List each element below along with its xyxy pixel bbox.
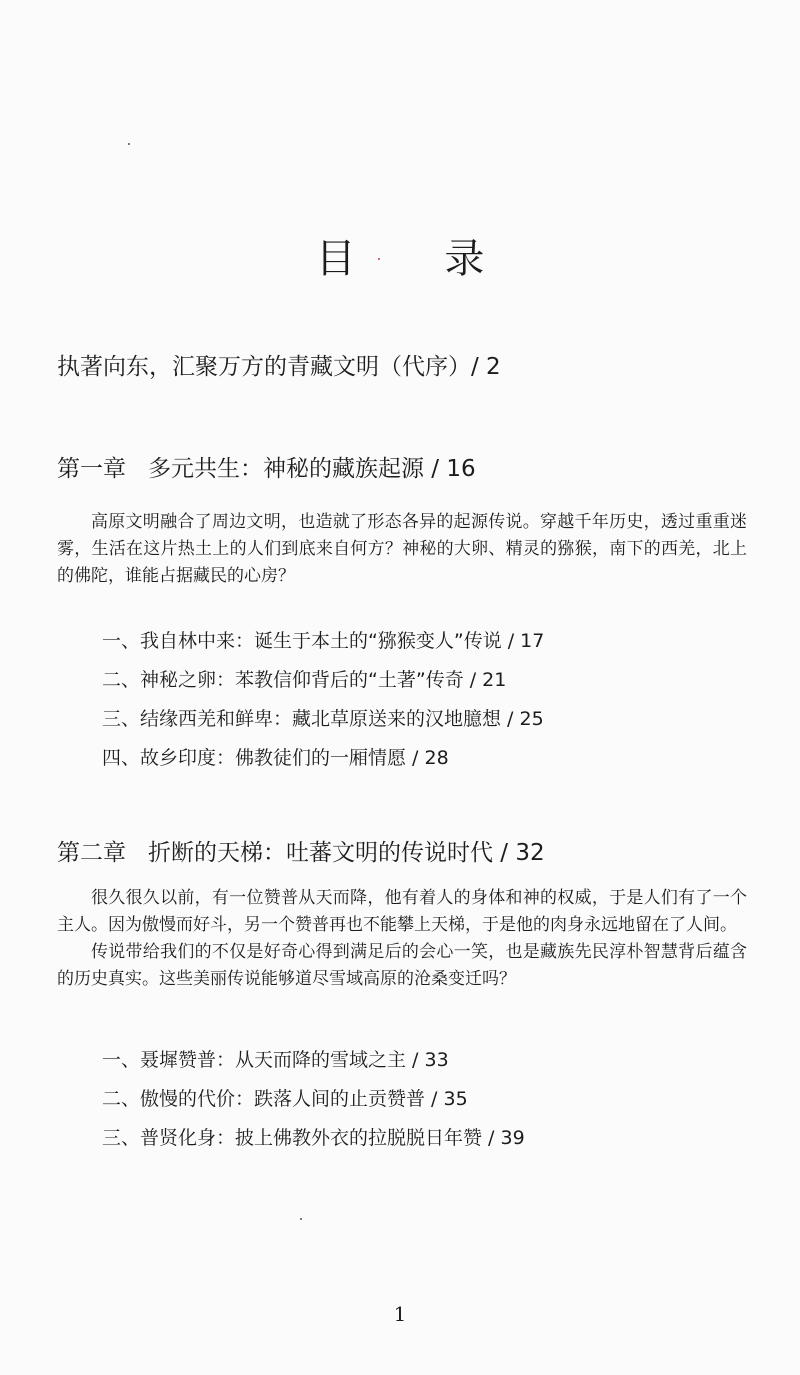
toc-entry-section[interactable]: 一、聂墀赞普：从天而降的雪域之主 / 33 [102,1049,449,1071]
chapter-title: 折断的天梯：吐蕃文明的传说时代 / 32 [148,840,545,866]
scan-speck [300,1218,302,1220]
chapter-summary [57,509,747,590]
toc-entry-preface[interactable]: 执著向东，汇聚万方的青藏文明（代序）/ 2 [57,354,501,380]
summary-paragraph: 传说带给我们的不仅是好奇心得到满足后的会心一笑，也是藏族先民淳朴智慧背后蕴含的历史真实。这些美丽传说能够道尽雪域高原的沧桑变迁吗？ [57,942,747,989]
section-list [102,622,544,778]
chapter-summary [57,885,747,993]
scan-speck [128,143,130,145]
page-number: 1 [393,1302,407,1326]
chapter-heading[interactable] [57,452,476,486]
toc-entry-section[interactable]: 四、故乡印度：佛教徒们的一厢情愿 / 28 [102,747,449,769]
chapter-number: 第一章 [57,456,126,482]
toc-entry-section[interactable]: 二、神秘之卵：苯教信仰背后的“土著”传奇 / 21 [102,669,507,691]
toc-entry-section[interactable]: 三、普贤化身：披上佛教外衣的拉脱脱日年赞 / 39 [102,1127,525,1149]
chapter-title: 多元共生：神秘的藏族起源 / 16 [148,456,476,482]
toc-entry-section[interactable]: 三、结缘西羌和鲜卑：藏北草原送来的汉地臆想 / 25 [102,708,544,730]
section-list [102,1041,525,1158]
page-title: 目 录 [315,236,523,282]
summary-paragraph: 高原文明融合了周边文明，也造就了形态各异的起源传说。穿越千年历史，透过重重迷雾，生活在这片热土上的人们到底来自何方？神秘的大卵、精灵的猕猴，南下的西羌，北上的佛陀，谁能占据藏民的心房？ [57,512,747,586]
summary-paragraph: 很久很久以前，有一位赞普从天而降，他有着人的身体和神的权威，于是人们有了一个主人。因为傲慢而好斗，另一个赞普再也不能攀上天梯，于是他的肉身永远地留在了人间。 [57,888,747,935]
chapter-heading[interactable] [57,836,545,870]
toc-entry-section[interactable]: 二、傲慢的代价：跌落人间的止贡赞普 / 35 [102,1088,468,1110]
toc-entry-section[interactable]: 一、我自林中来：诞生于本土的“猕猴变人”传说 / 17 [102,630,545,652]
chapter-number: 第二章 [57,840,126,866]
